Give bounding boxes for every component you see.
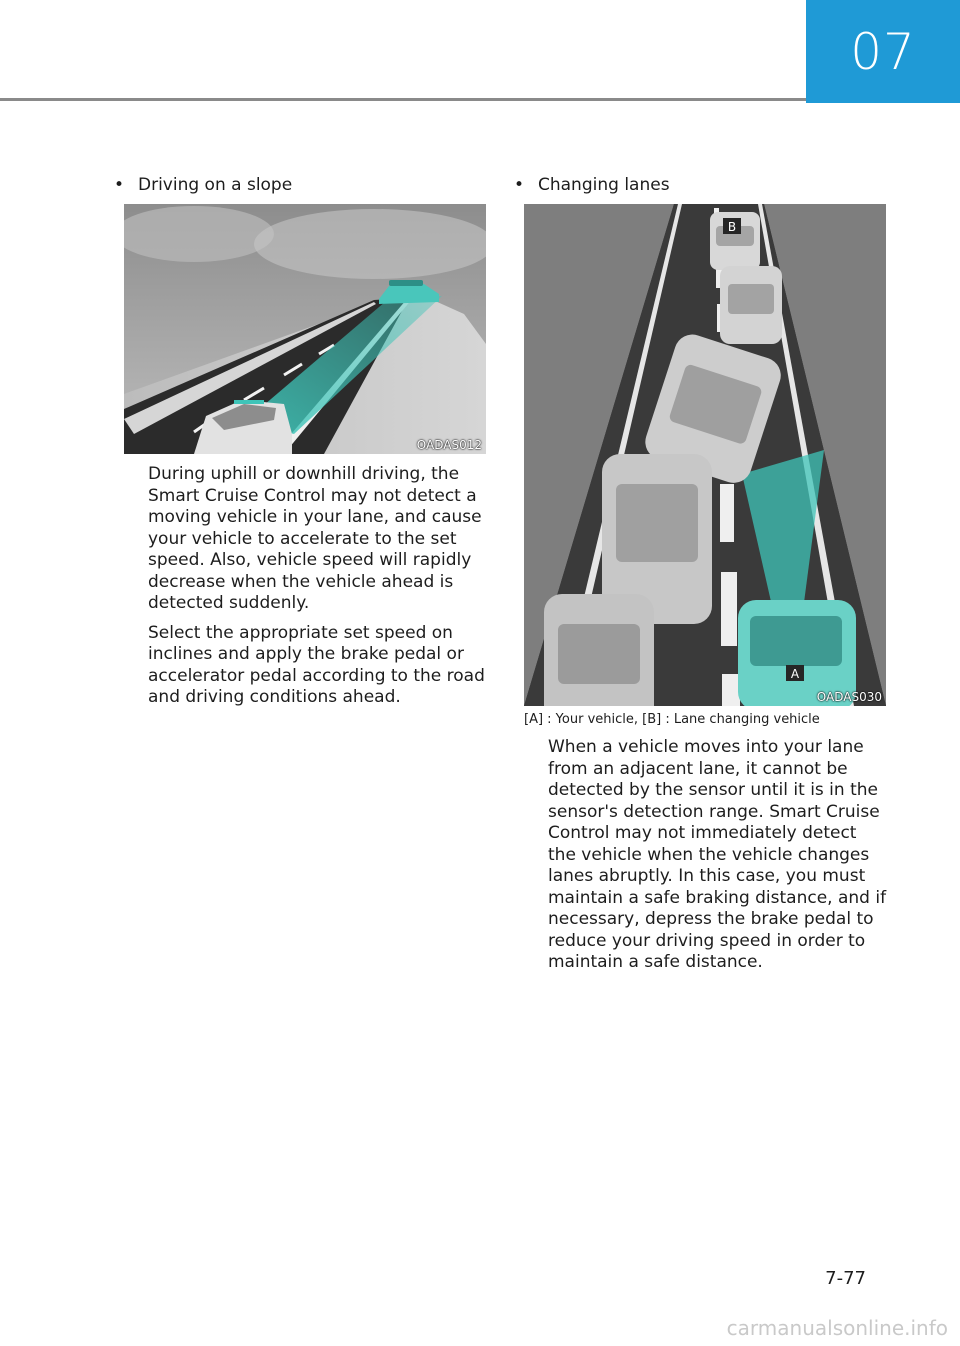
slope-illustration [124, 204, 486, 454]
bullet-changing-lanes [512, 172, 892, 198]
vehicle-b [710, 212, 760, 270]
watermark: carmanualsonline.info [726, 1316, 948, 1340]
header-rule [0, 98, 806, 101]
left-column [112, 172, 492, 709]
slope-scene [124, 204, 486, 454]
bullet-title: Driving on a slope [138, 175, 293, 195]
label-a: A [790, 667, 800, 681]
label-b: B [727, 220, 737, 234]
figure-code: OADAS012 [416, 438, 482, 452]
chapter-number: 07 [850, 22, 916, 81]
figure-code: OADAS030 [816, 690, 882, 704]
bullet-dot: • [514, 175, 525, 195]
slope-paragraph-2: Select the appropriate set speed on inclines and apply the brake pedal or accelerator pedal according to the road and driving conditions ahead. [148, 622, 485, 707]
bullet-title: Changing lanes [538, 175, 670, 195]
lane-change-illustration [524, 204, 886, 706]
page-number: 7-77 [825, 1268, 866, 1289]
bullet-driving-on-slope [112, 172, 492, 198]
chapter-tab [806, 0, 960, 103]
bullet-dot: • [114, 175, 125, 195]
lane-change-scene [524, 204, 886, 706]
lane-change-paragraph: When a vehicle moves into your lane from an adjacent lane, it cannot be detected by the sensor until it is in the sensor's detection range. Smart Cruise Control may not immediately detect the vehicle when the vehicle changes lanes abruptly. In this case, you must maintain a safe braking distance, and if necessary, depress the brake pedal to reduce your driving speed in order to maintain a safe distance. [548, 737, 887, 972]
slope-paragraph-1: During uphill or downhill driving, the Smart Cruise Control may not detect a moving vehicle in your lane, and cause your vehicle to accelerate to the set speed. Also, vehicle speed will rapidly decrease when the vehicle ahead is detected suddenly. [148, 464, 482, 613]
vehicle-lane-changing-2 [720, 266, 782, 344]
right-column [512, 172, 892, 974]
figure-caption: [A] : Your vehicle, [B] : Lane changing vehicle [524, 712, 820, 727]
vehicle-left-lane-2 [544, 594, 654, 706]
